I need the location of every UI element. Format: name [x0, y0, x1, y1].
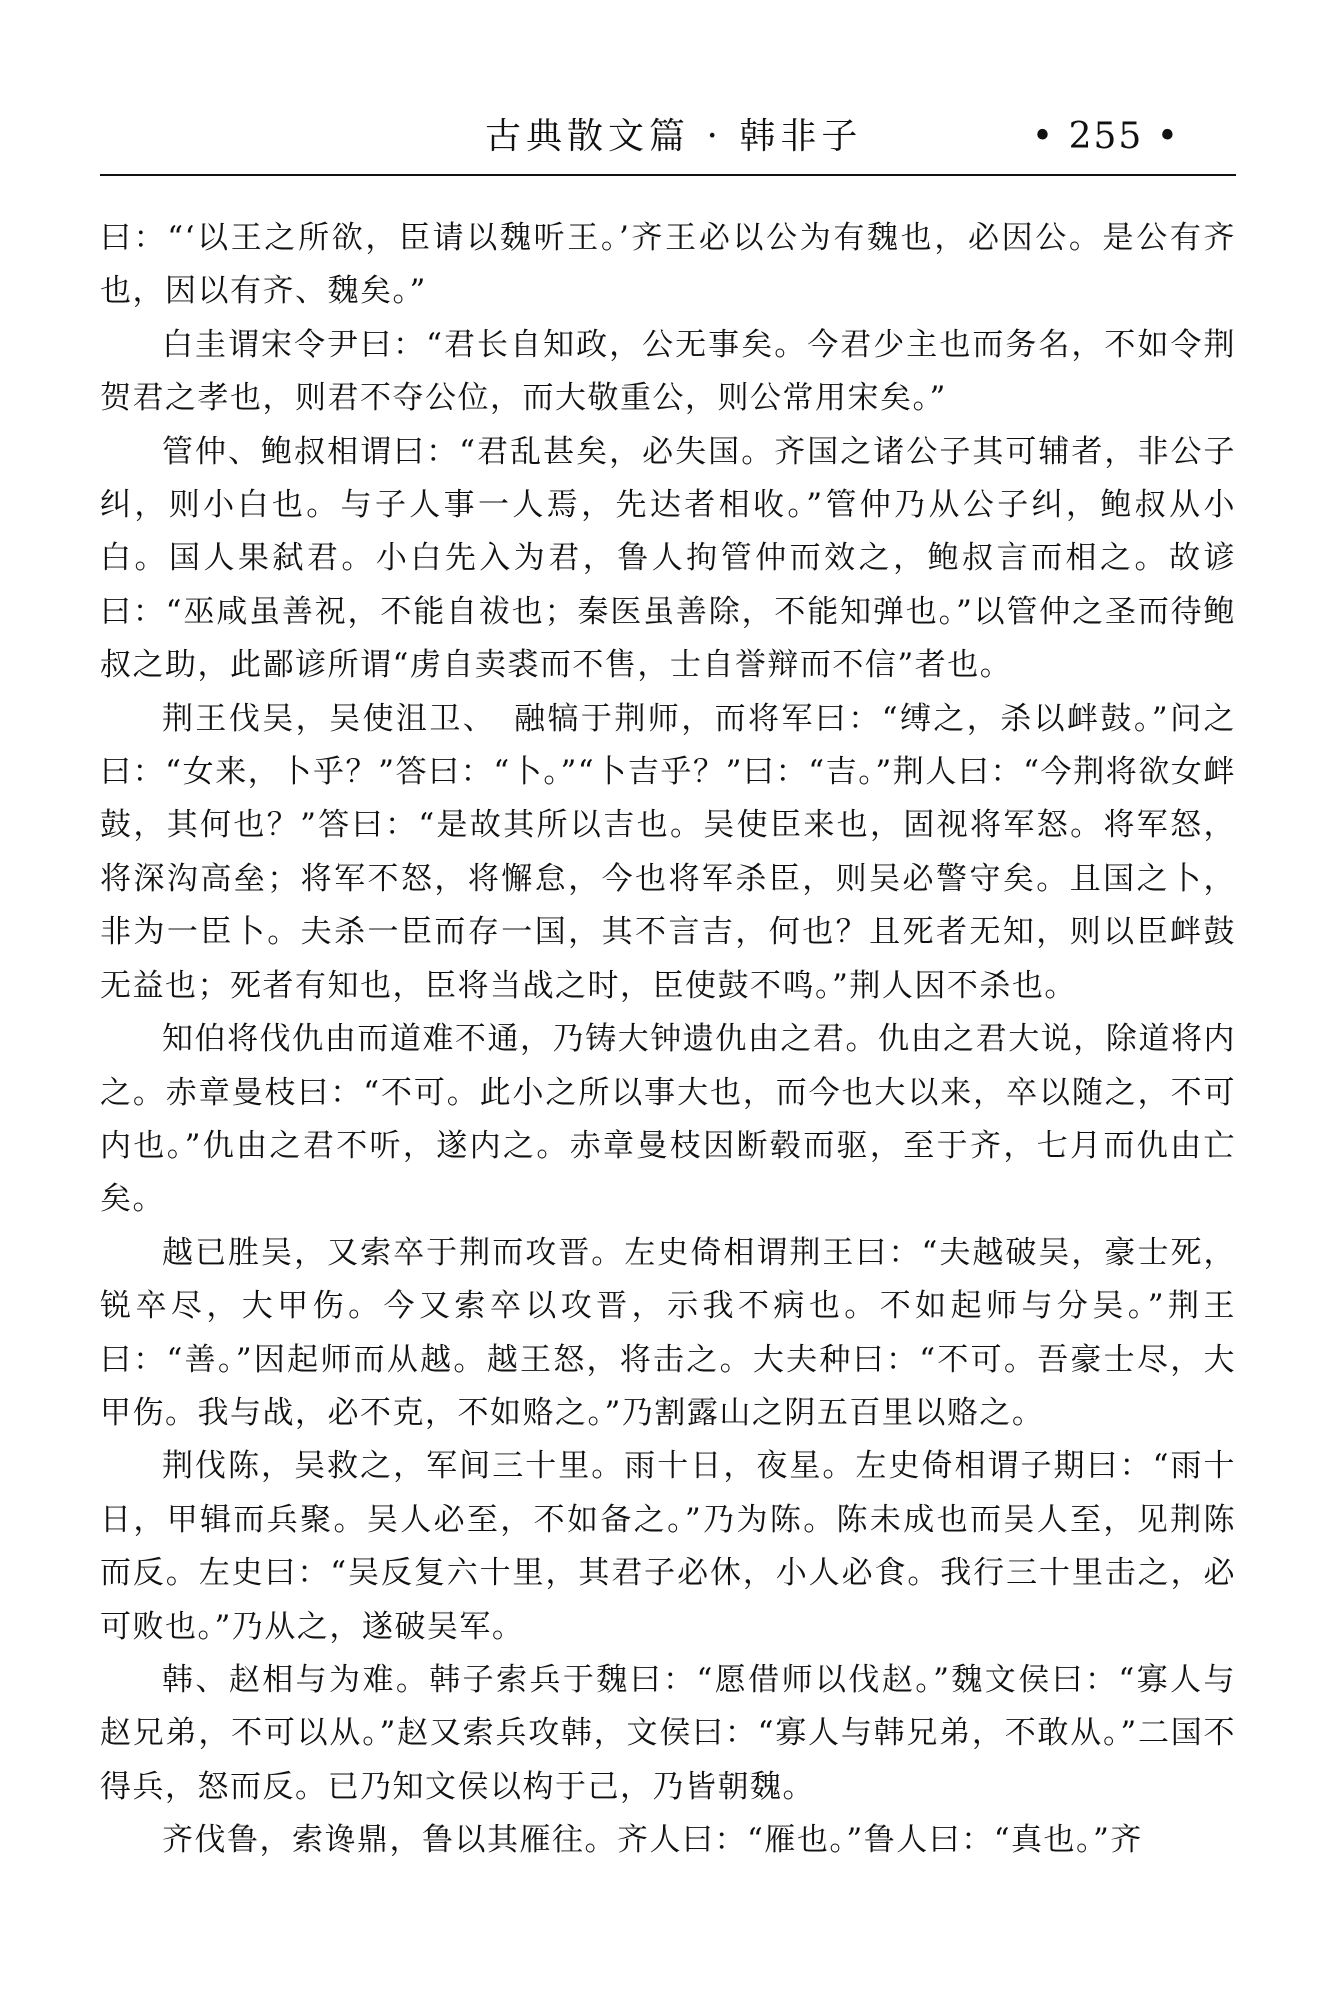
running-title: 古典散文篇 · 韩非子 [485, 116, 863, 157]
body-text [100, 212, 1236, 1868]
paragraph: 齐伐鲁，索谗鼎，鲁以其雁往。齐人曰：“雁也。”鲁人曰：“真也。”齐 [162, 1822, 1143, 1859]
paragraph: 越已胜吴，又索卒于荆而攻晋。左史倚相谓荆王曰：“夫越破吴，豪士死，锐卒尽，大甲伤。今又索卒以攻晋，示我不病也。不如起师与分吴。”荆王曰：“善。”因起师而从越。越王怒，将击之。大夫种曰：“不可。吾豪士尽，大甲伤。我与战，必不克，不如赂之。”乃割露山之阴五百里以赂之。 [100, 1234, 1236, 1431]
paragraph: 荆伐陈，吴救之，军间三十里。雨十日，夜星。左史倚相谓子期曰：“雨十日，甲辑而兵聚。吴人必至，不如备之。”乃为陈。陈未成也而吴人至，见荆陈而反。左史曰：“吴反复六十里，其君子必休，小人必食。我行三十里击之，必可败也。”乃从之，遂破吴军。 [100, 1448, 1236, 1645]
page-header [100, 108, 1236, 176]
paragraph: 曰：“‘以王之所欲，臣请以魏听王。’齐王必以公为有魏也，必因公。是公有齐也，因以有齐、魏矣。” [100, 220, 1236, 310]
paragraph: 白圭谓宋令尹曰：“君长自知政，公无事矣。今君少主也而务名，不如令荆贺君之孝也，则君不夺公位，而大敬重公，则公常用宋矣。” [100, 326, 1236, 417]
paragraph: 知伯将伐仇由而道难不通，乃铸大钟遗仇由之君。仇由之君大说，除道将内之。赤章曼枝曰：“不可。此小之所以事大也，而今也大以来，卒以随之，不可内也。”仇由之君不听，遂内之。赤章曼枝因断毂而驱，至于齐，七月而仇由亡矣。 [100, 1021, 1236, 1218]
paragraph: 荆王伐吴，吴使沮卫、 融犒于荆师，而将军曰：“缚之，杀以衅鼓。”问之曰：“女来，卜乎？”答曰：“卜。”“卜吉乎？”曰：“吉。”荆人曰：“今荆将欲女衅鼓，其何也？”答曰：“是故其所以吉也。吴使臣来也，固视将军怒。将军怒，将深沟高垒；将军不怒，将懈怠，今也将军杀臣，则吴必警守矣。且国之卜，非为一臣卜。夫杀一臣而存一国，其不言吉，何也？且死者无知，则以臣衅鼓无益也；死者有知也，臣将当战之时，臣使鼓不鸣。”荆人因不杀也。 [100, 700, 1236, 1004]
paragraph: 韩、赵相与为难。韩子索兵于魏曰：“愿借师以伐赵。”魏文侯曰：“寡人与赵兄弟，不可以从。”赵又索兵攻韩，文侯曰：“寡人与韩兄弟，不敢从。”二国不得兵，怒而反。已乃知文侯以构于己，乃皆朝魏。 [100, 1661, 1236, 1805]
paragraph: 管仲、鲍叔相谓曰：“君乱甚矣，必失国。齐国之诸公子其可辅者，非公子纠，则小白也。与子人事一人焉，先达者相收。”管仲乃从公子纠，鲍叔从小白。国人果弑君。小白先入为君，鲁人拘管仲而效之，鲍叔言而相之。故谚曰：“巫咸虽善祝，不能自祓也；秦医虽善除，不能知弹也。”以管仲之圣而待鲍叔之助，此鄙谚所谓“虏自卖裘而不售，士自誉辩而不信”者也。 [100, 433, 1236, 684]
page-number: • 255 • [1031, 116, 1180, 157]
